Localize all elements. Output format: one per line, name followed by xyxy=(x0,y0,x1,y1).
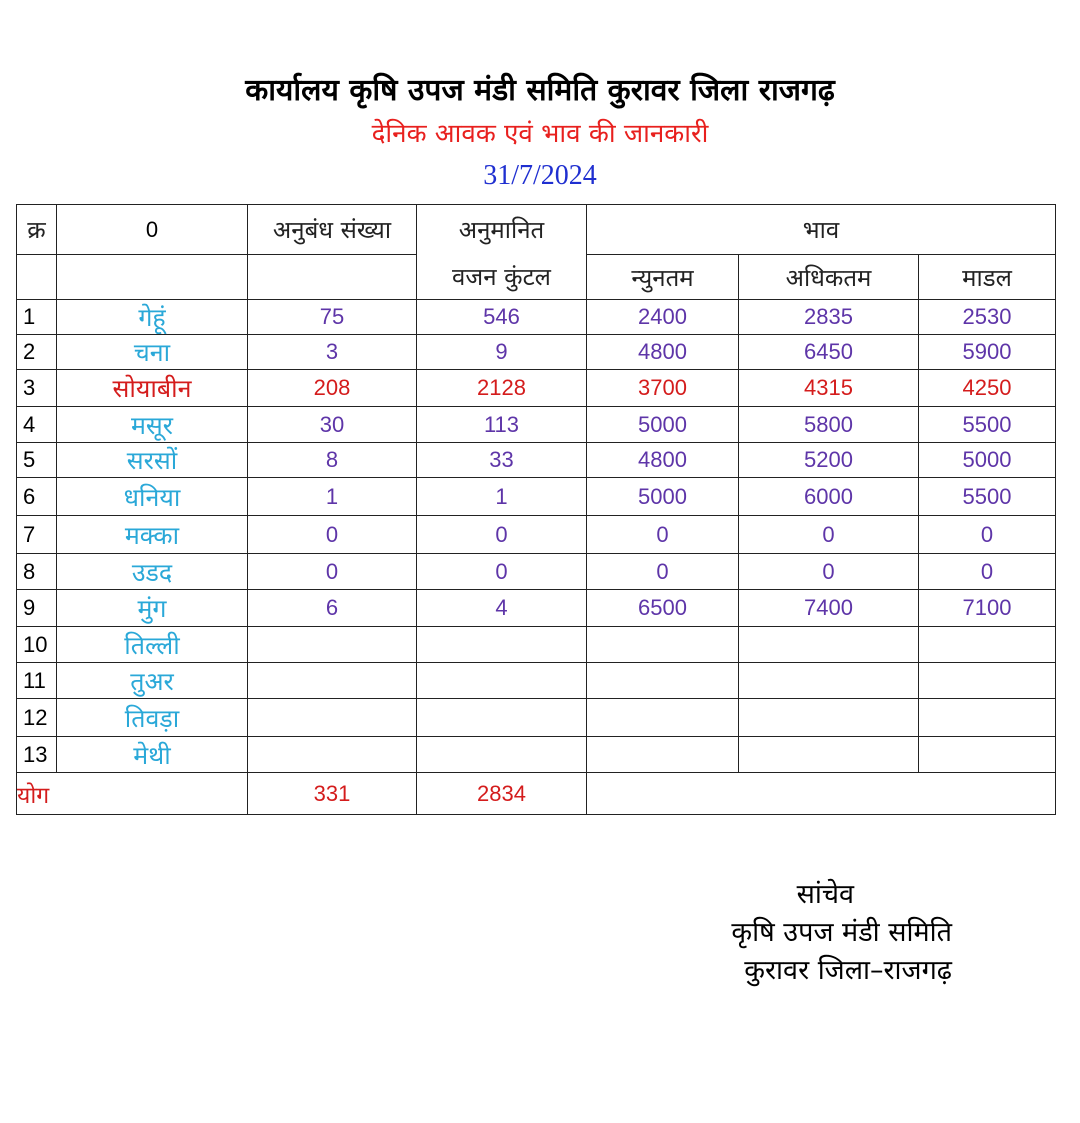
table-row xyxy=(17,478,1056,516)
commodity-name-cell: मक्का xyxy=(57,516,248,554)
serial-number-cell: 12 xyxy=(17,699,57,737)
table-row xyxy=(17,335,1056,370)
weight-cell xyxy=(417,663,587,699)
modal-price-cell: 7100 xyxy=(919,590,1056,627)
signature-location: कुरावर जिला–राजगढ़ xyxy=(744,955,952,986)
commodity-name-cell: सरसों xyxy=(57,443,248,478)
commodity-name-cell: उडद xyxy=(57,554,248,590)
report-date: 31/7/2024 xyxy=(483,160,597,191)
modal-price-cell: 5900 xyxy=(919,335,1056,370)
weight-cell: 0 xyxy=(417,554,587,590)
office-title: कार्यालय कृषि उपज मंडी समिति कुरावर जिला राजगढ़ xyxy=(245,73,835,108)
commodity-name-cell: गेहूं xyxy=(57,300,248,335)
modal-price-cell: 5500 xyxy=(919,478,1056,516)
min-price-cell: 4800 xyxy=(587,335,739,370)
serial-number-cell: 10 xyxy=(17,627,57,663)
max-price-cell xyxy=(739,663,919,699)
commodity-name-cell: मसूर xyxy=(57,407,248,443)
header-serial: क्र xyxy=(17,205,57,255)
total-weight: 2834 xyxy=(417,773,587,815)
contracts-cell: 30 xyxy=(248,407,417,443)
weight-cell xyxy=(417,737,587,773)
contracts-cell: 3 xyxy=(248,335,417,370)
max-price-cell: 2835 xyxy=(739,300,919,335)
header-commodity: 0 xyxy=(57,205,248,255)
modal-price-cell: 4250 xyxy=(919,370,1056,407)
max-price-cell: 4315 xyxy=(739,370,919,407)
table-subheader-row xyxy=(17,255,1056,300)
header-estimated: अनुमानित xyxy=(417,205,587,255)
serial-number-cell: 5 xyxy=(17,443,57,478)
contracts-cell: 0 xyxy=(248,554,417,590)
contracts-cell xyxy=(248,737,417,773)
arrival-price-table xyxy=(16,204,1056,815)
header-weight-quintal: वजन कुंटल xyxy=(417,255,587,300)
table-total-row xyxy=(17,773,1056,815)
total-price-empty-cell xyxy=(587,773,1056,815)
modal-price-cell xyxy=(919,737,1056,773)
weight-cell: 33 xyxy=(417,443,587,478)
max-price-cell: 5800 xyxy=(739,407,919,443)
serial-number-cell: 7 xyxy=(17,516,57,554)
modal-price-cell: 2530 xyxy=(919,300,1056,335)
report-subtitle: देनिक आवक एवं भाव की जानकारी xyxy=(371,119,709,149)
commodity-name-cell: चना xyxy=(57,335,248,370)
serial-number-cell: 9 xyxy=(17,590,57,627)
weight-cell: 4 xyxy=(417,590,587,627)
signature-designation: सांचेव xyxy=(796,879,854,910)
modal-price-cell: 5500 xyxy=(919,407,1056,443)
max-price-cell xyxy=(739,699,919,737)
modal-price-cell: 0 xyxy=(919,554,1056,590)
modal-price-cell xyxy=(919,627,1056,663)
modal-price-cell xyxy=(919,663,1056,699)
weight-cell: 113 xyxy=(417,407,587,443)
table-row xyxy=(17,516,1056,554)
min-price-cell: 5000 xyxy=(587,407,739,443)
commodity-name-cell: तिवड़ा xyxy=(57,699,248,737)
max-price-cell xyxy=(739,737,919,773)
header-empty-cell xyxy=(57,255,248,300)
commodity-name-cell: धनिया xyxy=(57,478,248,516)
commodity-name-cell: मुंग xyxy=(57,590,248,627)
serial-number-cell: 8 xyxy=(17,554,57,590)
contracts-cell: 208 xyxy=(248,370,417,407)
max-price-cell: 7400 xyxy=(739,590,919,627)
weight-cell: 2128 xyxy=(417,370,587,407)
header-max-price: अधिकतम xyxy=(739,255,919,300)
commodity-name-cell: मेथी xyxy=(57,737,248,773)
contracts-cell: 0 xyxy=(248,516,417,554)
contracts-cell: 1 xyxy=(248,478,417,516)
table-row xyxy=(17,590,1056,627)
contracts-cell: 75 xyxy=(248,300,417,335)
min-price-cell xyxy=(587,737,739,773)
min-price-cell: 3700 xyxy=(587,370,739,407)
commodity-name-cell: तिल्ली xyxy=(57,627,248,663)
weight-cell: 9 xyxy=(417,335,587,370)
commodity-name-cell: तुअर xyxy=(57,663,248,699)
table-row xyxy=(17,300,1056,335)
signature-block xyxy=(731,876,952,990)
table-row xyxy=(17,699,1056,737)
serial-number-cell: 11 xyxy=(17,663,57,699)
min-price-cell: 0 xyxy=(587,554,739,590)
weight-cell: 1 xyxy=(417,478,587,516)
weight-cell xyxy=(417,699,587,737)
contracts-cell xyxy=(248,627,417,663)
table-row xyxy=(17,370,1056,407)
signature-committee: कृषि उपज मंडी समिति xyxy=(731,917,952,948)
table-row xyxy=(17,627,1056,663)
table-row xyxy=(17,407,1056,443)
modal-price-cell: 0 xyxy=(919,516,1056,554)
contracts-cell xyxy=(248,699,417,737)
total-label: योग xyxy=(17,773,248,815)
min-price-cell: 5000 xyxy=(587,478,739,516)
min-price-cell xyxy=(587,699,739,737)
header-price: भाव xyxy=(587,205,1056,255)
min-price-cell: 4800 xyxy=(587,443,739,478)
serial-number-cell: 3 xyxy=(17,370,57,407)
max-price-cell: 6450 xyxy=(739,335,919,370)
commodity-name-cell: सोयाबीन xyxy=(57,370,248,407)
header-min-price: न्युनतम xyxy=(587,255,739,300)
max-price-cell: 6000 xyxy=(739,478,919,516)
modal-price-cell xyxy=(919,699,1056,737)
table-row xyxy=(17,443,1056,478)
header-empty-cell xyxy=(248,255,417,300)
table-header-row xyxy=(17,205,1056,255)
serial-number-cell: 1 xyxy=(17,300,57,335)
table-row xyxy=(17,663,1056,699)
modal-price-cell: 5000 xyxy=(919,443,1056,478)
weight-cell xyxy=(417,627,587,663)
max-price-cell: 5200 xyxy=(739,443,919,478)
header-empty-cell xyxy=(17,255,57,300)
contracts-cell xyxy=(248,663,417,699)
min-price-cell: 6500 xyxy=(587,590,739,627)
table-row xyxy=(17,554,1056,590)
serial-number-cell: 6 xyxy=(17,478,57,516)
min-price-cell: 2400 xyxy=(587,300,739,335)
max-price-cell xyxy=(739,627,919,663)
max-price-cell: 0 xyxy=(739,554,919,590)
table-row xyxy=(17,737,1056,773)
total-contracts: 331 xyxy=(248,773,417,815)
serial-number-cell: 2 xyxy=(17,335,57,370)
serial-number-cell: 4 xyxy=(17,407,57,443)
contracts-cell: 6 xyxy=(248,590,417,627)
min-price-cell xyxy=(587,627,739,663)
serial-number-cell: 13 xyxy=(17,737,57,773)
header-modal-price: माडल xyxy=(919,255,1056,300)
max-price-cell: 0 xyxy=(739,516,919,554)
min-price-cell: 0 xyxy=(587,516,739,554)
weight-cell: 546 xyxy=(417,300,587,335)
header-contracts: अनुबंध संख्या xyxy=(248,205,417,255)
contracts-cell: 8 xyxy=(248,443,417,478)
min-price-cell xyxy=(587,663,739,699)
weight-cell: 0 xyxy=(417,516,587,554)
